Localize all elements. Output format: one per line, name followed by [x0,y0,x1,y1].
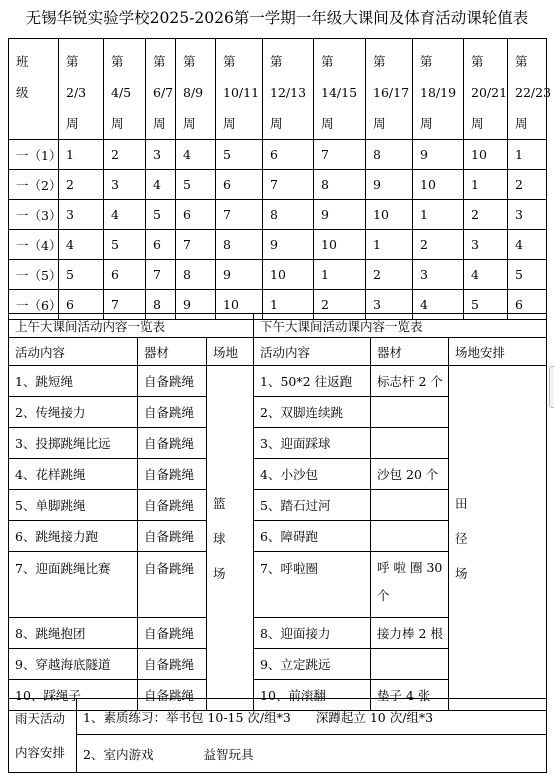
rotation-cell: 5 [146,200,176,230]
rotation-cell: 3 [413,260,464,290]
week-header: 第 14/15 周 [314,39,366,140]
afternoon-equipment [371,649,449,680]
afternoon-activity: 9、立定跳远 [254,649,371,680]
rotation-cell: 8 [366,140,413,170]
week-header: 第 16/17 周 [366,39,413,140]
schedule-row [9,170,547,200]
schedule-header-row [9,39,547,140]
class-name: 一（3） [9,200,59,230]
scroll-handle[interactable] [549,366,554,408]
rotation-cell: 5 [104,230,146,260]
rotation-cell: 7 [216,200,263,230]
morning-equipment: 自备跳绳 [138,649,207,680]
class-header: 班 级 [9,39,59,140]
rotation-cell: 7 [176,230,216,260]
rotation-cell: 7 [104,290,146,320]
rotation-cell: 9 [176,290,216,320]
morning-activity: 10、踩绳子 [9,680,138,711]
week-header: 第 2/3 周 [59,39,104,140]
rotation-cell: 2 [104,140,146,170]
rotation-cell: 2 [314,290,366,320]
activity-row [9,366,547,397]
week-header: 第 20/21 周 [464,39,508,140]
rotation-cell: 6 [216,170,263,200]
activity-table [8,313,547,711]
week-header: 第 4/5 周 [104,39,146,140]
rotation-cell: 2 [366,260,413,290]
rainy-line-2: 2、室内游戏 益智玩具 [77,735,547,773]
rainy-row [9,699,547,735]
schedule-row [9,200,547,230]
morning-activity: 8、跳绳抱团 [9,618,138,649]
rotation-cell: 7 [146,260,176,290]
rotation-cell: 1 [464,170,508,200]
afternoon-activity: 1、50*2 往返跑 [254,366,371,397]
rotation-cell: 9 [366,170,413,200]
week-header: 第 18/19 周 [413,39,464,140]
rotation-cell: 1 [508,140,547,170]
afternoon-equipment: 沙包 20 个 [371,459,449,490]
rotation-cell: 3 [464,230,508,260]
rotation-cell: 7 [263,170,314,200]
rotation-cell: 5 [59,260,104,290]
afternoon-venue-header: 场地安排 [449,338,547,366]
section-title-row [9,314,547,338]
class-name: 一（6） [9,290,59,320]
rotation-cell: 10 [413,170,464,200]
rotation-cell: 3 [104,170,146,200]
morning-activity: 7、迎面跳绳比赛 [9,552,138,618]
morning-equipment: 自备跳绳 [138,552,207,618]
afternoon-equipment [371,397,449,428]
rotation-cell: 10 [314,230,366,260]
rotation-cell: 5 [216,140,263,170]
morning-activity: 9、穿越海底隧道 [9,649,138,680]
rotation-cell: 8 [263,200,314,230]
rotation-cell: 5 [176,170,216,200]
morning-activity: 2、传绳接力 [9,397,138,428]
rotation-cell: 1 [59,140,104,170]
rotation-cell: 4 [413,290,464,320]
schedule-table [8,38,552,320]
class-name: 一（4） [9,230,59,260]
rotation-cell: 6 [176,200,216,230]
morning-equipment: 自备跳绳 [138,366,207,397]
morning-activity: 4、花样跳绳 [9,459,138,490]
rotation-cell: 2 [464,200,508,230]
week-header: 第 10/11 周 [216,39,263,140]
activity-header-row [9,338,547,366]
class-name: 一（5） [9,260,59,290]
afternoon-equipment: 呼 啦 圈 30 个 [371,552,449,618]
rotation-cell: 8 [146,290,176,320]
afternoon-activity: 6、障碍跑 [254,521,371,552]
rotation-cell: 10 [366,200,413,230]
rotation-cell: 9 [216,260,263,290]
afternoon-equipment: 接力棒 2 根 [371,618,449,649]
morning-content-header: 活动内容 [9,338,138,366]
morning-section-title: 上午大课间活动内容一览表 [9,314,254,338]
rotation-cell: 4 [176,140,216,170]
morning-activity: 3、投掷跳绳比远 [9,428,138,459]
morning-activity: 1、跳短绳 [9,366,138,397]
rotation-cell: 10 [216,290,263,320]
afternoon-equipment [371,521,449,552]
rotation-cell: 6 [146,230,176,260]
rotation-cell: 2 [413,230,464,260]
morning-equipment: 自备跳绳 [138,428,207,459]
rotation-cell: 5 [464,290,508,320]
schedule-row [9,260,547,290]
rotation-cell: 7 [314,140,366,170]
rotation-cell: 2 [508,170,547,200]
rotation-cell: 8 [216,230,263,260]
afternoon-equipment [371,490,449,521]
schedule-row [9,140,547,170]
afternoon-activity: 8、迎面接力 [254,618,371,649]
morning-activity: 5、单脚跳绳 [9,490,138,521]
afternoon-content-header: 活动内容 [254,338,371,366]
rainy-row [9,735,547,773]
morning-equipment: 自备跳绳 [138,490,207,521]
week-header: 第 8/9 周 [176,39,216,140]
rainy-line-1: 1、素质练习：举书包 10-15 次/组*3 深蹲起立 10 次/组*3 [77,699,547,735]
morning-venue: 篮 球 场 [207,366,254,711]
afternoon-equipment: 垫子 4 张 [371,680,449,711]
rotation-cell: 6 [104,260,146,290]
rotation-cell: 6 [59,290,104,320]
afternoon-activity: 7、呼啦圈 [254,552,371,618]
afternoon-equipment: 标志杆 2 个 [371,366,449,397]
rotation-cell: 3 [366,290,413,320]
rotation-cell: 5 [508,260,547,290]
morning-activity: 6、跳绳接力跑 [9,521,138,552]
rotation-cell: 1 [413,200,464,230]
week-header: 第 6/7 周 [146,39,176,140]
week-header: 第 22/23 周 [508,39,547,140]
rotation-cell: 3 [508,200,547,230]
morning-venue-header: 场地 [207,338,254,366]
rotation-cell: 9 [314,200,366,230]
afternoon-activity: 3、迎面踩球 [254,428,371,459]
rotation-cell: 1 [314,260,366,290]
week-header: 第 12/13 周 [263,39,314,140]
afternoon-section-title: 下午大课间活动课内容一览表 [254,314,547,338]
afternoon-activity: 4、小沙包 [254,459,371,490]
morning-equipment-header: 器材 [138,338,207,366]
rotation-cell: 3 [59,200,104,230]
morning-equipment: 自备跳绳 [138,680,207,711]
afternoon-equipment-header: 器材 [371,338,449,366]
afternoon-activity: 10、前滚翻 [254,680,371,711]
afternoon-venue: 田 径 场 [449,366,547,711]
rotation-cell: 9 [263,230,314,260]
morning-equipment: 自备跳绳 [138,397,207,428]
rotation-cell: 10 [263,260,314,290]
rotation-cell: 6 [508,290,547,320]
rainy-day-label: 雨天活动内容安排 [9,699,77,773]
rotation-cell: 8 [314,170,366,200]
afternoon-equipment [371,428,449,459]
schedule-row [9,230,547,260]
rotation-cell: 8 [176,260,216,290]
rotation-cell: 4 [508,230,547,260]
rotation-cell: 9 [413,140,464,170]
rotation-cell: 1 [263,290,314,320]
rotation-cell: 4 [146,170,176,200]
page-title: 无锡华锐实验学校2025-2026第一学期一年级大课间及体育活动课轮值表 [25,9,529,27]
rotation-cell: 6 [263,140,314,170]
rotation-cell: 10 [464,140,508,170]
rotation-cell: 4 [464,260,508,290]
rotation-cell: 4 [59,230,104,260]
morning-equipment: 自备跳绳 [138,618,207,649]
rotation-cell: 3 [146,140,176,170]
morning-equipment: 自备跳绳 [138,459,207,490]
class-name: 一（2） [9,170,59,200]
class-name: 一（1） [9,140,59,170]
afternoon-activity: 2、双脚连续跳 [254,397,371,428]
rainy-day-table [8,698,547,773]
rotation-cell: 4 [104,200,146,230]
rotation-cell: 1 [366,230,413,260]
rotation-cell: 2 [59,170,104,200]
afternoon-activity: 5、踏石过河 [254,490,371,521]
morning-equipment: 自备跳绳 [138,521,207,552]
